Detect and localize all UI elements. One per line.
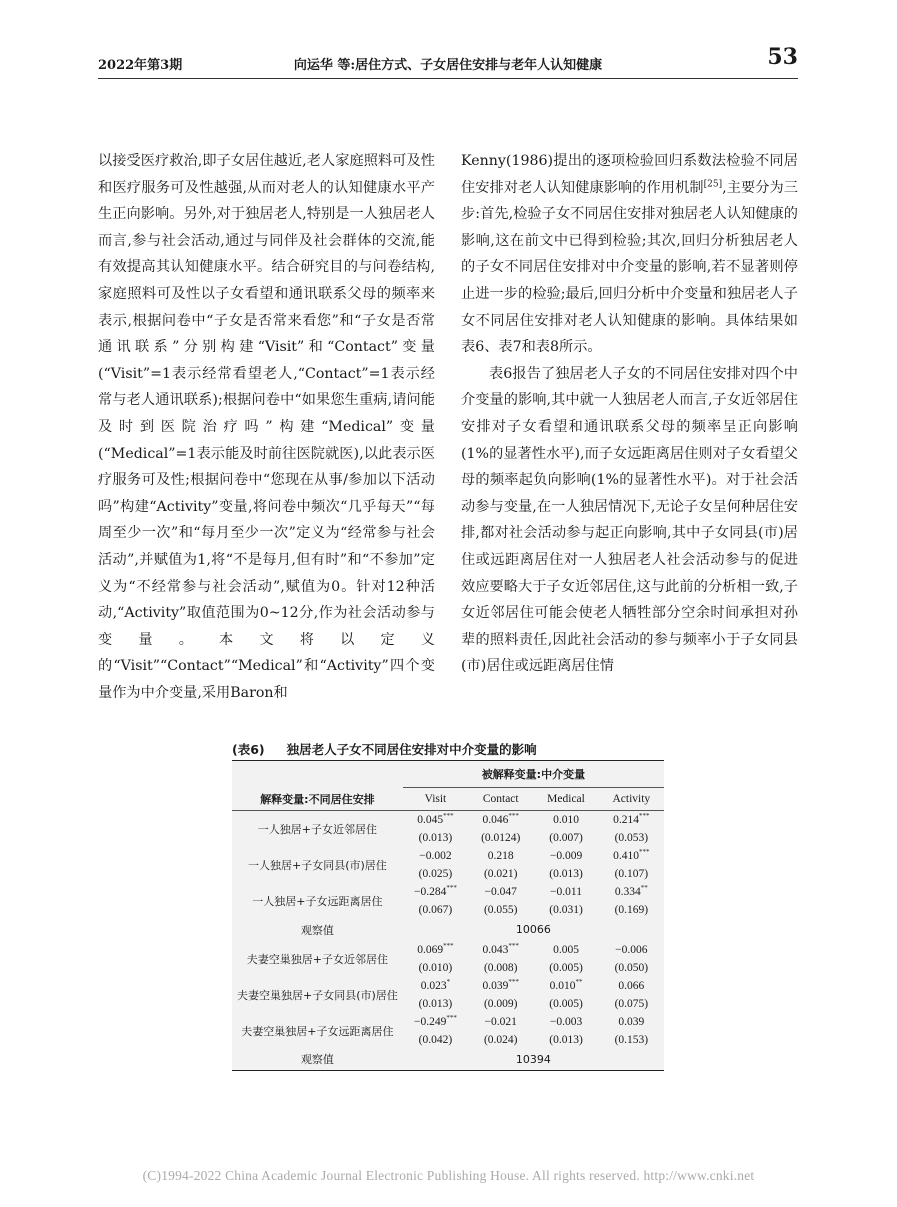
coefficient-number: 0.046	[482, 813, 509, 826]
significance-stars: ***	[446, 883, 457, 892]
standard-error: (0.050)	[614, 961, 649, 974]
coefficient-number: −0.002	[419, 849, 452, 862]
coefficient-value	[468, 847, 533, 865]
coefficient-number: 0.010	[553, 813, 579, 826]
coefficient-cell	[403, 883, 468, 919]
coefficient-number: −0.011	[550, 885, 582, 898]
coefficient-number: −0.009	[549, 849, 583, 862]
coefficient-number: −0.021	[484, 1015, 517, 1028]
page-number: 53	[767, 44, 798, 70]
observations-row	[232, 919, 664, 941]
coefficient-value	[533, 847, 598, 865]
column-header: Activity	[612, 792, 651, 805]
coefficient-cell	[599, 1013, 664, 1049]
standard-error: (0.169)	[614, 903, 649, 916]
coefficient-number: −0.284	[413, 885, 447, 898]
significance-stars: ***	[446, 1013, 457, 1022]
coefficient-cell	[599, 810, 664, 847]
citation-mark: [25]	[703, 178, 723, 189]
coefficient-cell	[468, 977, 533, 1013]
standard-error: (0.0124)	[481, 831, 521, 844]
row-label: 一人独居+子女同县(市)居住	[247, 858, 387, 872]
coefficient-cell	[468, 941, 533, 977]
table-row	[232, 810, 664, 847]
standard-error: (0.009)	[483, 997, 518, 1010]
coefficient-number: 0.214	[613, 813, 640, 826]
observations-value: 10066	[515, 923, 551, 936]
coefficient-value	[468, 977, 533, 995]
coefficient-value	[403, 811, 468, 829]
observations-label: 观察值	[300, 1053, 334, 1067]
coefficient-number: 0.005	[553, 943, 579, 956]
significance-stars: **	[575, 977, 583, 986]
column-header: Contact	[482, 792, 519, 805]
standard-error: (0.013)	[418, 831, 453, 844]
standard-error: (0.053)	[614, 831, 649, 844]
row-label: 夫妻空巢独居+子女同县(市)居住	[236, 988, 398, 1002]
significance-stars: *	[446, 977, 451, 986]
paragraph	[461, 148, 798, 361]
coefficient-value	[403, 883, 468, 901]
regression-table	[232, 760, 664, 1071]
paragraph-text: Kenny(1986)提出的逐项检验回归系数法检验不同居住安排对老人认知健康影响的作用机制	[461, 153, 798, 196]
left-column	[98, 148, 435, 706]
coefficient-value	[468, 883, 533, 901]
coefficient-cell	[468, 810, 533, 847]
empty-cell	[232, 761, 403, 788]
table-row	[232, 847, 664, 883]
standard-error: (0.005)	[549, 997, 583, 1010]
standard-error: (0.013)	[418, 997, 453, 1010]
coefficient-value	[599, 941, 664, 959]
coefficient-cell	[403, 1013, 468, 1049]
coefficient-cell	[403, 941, 468, 977]
coefficient-cell	[599, 977, 664, 1013]
standard-error: (0.107)	[614, 867, 649, 880]
coefficient-number: 0.334	[614, 885, 641, 898]
paragraph: 表6报告了独居老人子女的不同居住安排对四个中介变量的影响,其中就一人独居老人而言,子女近邻居住安排对子女看望和通讯联系父母的频率呈正向影响(1%的显著性水平),而子女远距离居住则对子女看望父母的频率起负向影响(1%的显著性水平)。对于社会活动参与变量,在一人独居情况下,无论子女呈何种居住安排,都对社会活动参与起正向影响,其中子女同县(市)居住或远距离居住对一人独居老人社会活动参与的促进效应要略大于子女近邻居住,这与此前的分析相一致,子女近邻居住可能会使老人牺牲部分空余时间承担对孙辈的照料责任,因此社会活动的参与频率小于子女同县(市)居住或远距离居住情	[461, 365, 798, 675]
coefficient-value	[533, 811, 598, 829]
significance-stars: ***	[508, 977, 519, 986]
coefficient-cell	[533, 1013, 598, 1049]
coefficient-value	[468, 811, 533, 829]
standard-error: (0.008)	[483, 961, 518, 974]
article-running-title: 向运华 等:居住方式、子女居住安排与老年人认知健康	[293, 58, 603, 73]
coefficient-cell	[533, 977, 598, 1013]
table-row	[232, 977, 664, 1013]
table	[232, 760, 664, 1071]
coefficient-cell	[468, 1013, 533, 1049]
paragraph: 以接受医疗救治,即子女居住越近,老人家庭照料可及性和医疗服务可及性越强,从而对老人的认知健康水平产生正向影响。另外,对于独居老人,特别是一人独居老人而言,参与社会活动,通过与同伴及社会群体的交流,能有效提高其认知健康水平。结合研究目的与问卷结构,家庭照料可及性以子女看望和通讯联系父母的频率来表示,根据问卷中“子女是否常来看您”和“子女是否常通讯联系”分别构建“Visit”和“Contact”变量(“Visit”=1表示经常看望老人,“Contact”=1表示经常与老人通讯联系);根据问卷中“如果您生重病,请问能及时到医院治疗吗”构建“Medical”变量(“Medical”=1表示能及时前往医院就医),以此表示医疗服务可及性;根据问卷中“您现在从事/参加以下活动吗”构建“Activity”变量,将问卷中频次“几乎每天”“每周至少一次”和“每月至少一次”定义为“经常参与社会活动”,并赋值为1,将“不是每月,但有时”和“不参加”定义为“不经常参与社会活动”,赋值为0。针对12种活动,“Activity”取值范围为0~12分,作为社会活动参与变量。本文将以定义的“Visit”“Contact”“Medical”和“Activity”四个变量作为中介变量,采用Baron和	[98, 153, 435, 701]
coefficient-number: 0.045	[417, 813, 444, 826]
standard-error: (0.031)	[549, 903, 583, 916]
coefficient-cell	[468, 847, 533, 883]
standard-error: (0.021)	[483, 867, 518, 880]
observations-value: 10394	[515, 1052, 551, 1066]
table-row	[232, 941, 664, 977]
explanatory-variable-header: 解释变量:不同居住安排	[260, 792, 375, 806]
coefficient-value	[403, 847, 468, 865]
coefficient-cell	[468, 883, 533, 919]
standard-error: (0.007)	[549, 831, 583, 844]
coefficient-number: 0.039	[618, 1015, 645, 1028]
coefficient-number: −0.047	[484, 885, 517, 898]
coefficient-value	[533, 941, 598, 959]
significance-stars: ***	[508, 941, 519, 950]
coefficient-value	[533, 977, 598, 995]
coefficient-number: 0.218	[487, 849, 514, 862]
coefficient-value	[403, 977, 468, 995]
table-title: 独居老人子女不同居住安排对中介变量的影响	[286, 742, 537, 757]
coefficient-cell	[533, 883, 598, 919]
standard-error: (0.024)	[483, 1033, 518, 1046]
significance-stars: ***	[508, 811, 519, 820]
standard-error: (0.013)	[549, 1033, 583, 1046]
paragraph-text: ,主要分为三步:首先,检验子女不同居住安排对独居老人认知健康的影响,这在前文中已得到检验;其次,回归分析独居老人的子女不同居住安排对中介变量的影响,若不显著则停止进一步的检验;最后,回归分析中介变量和独居老人子女不同居住安排对老人认知健康的影响。具体结果如表6、表7和表8所示。	[461, 179, 798, 356]
significance-stars: ***	[639, 811, 650, 820]
coefficient-value	[599, 977, 664, 995]
coefficient-number: 0.069	[417, 943, 444, 956]
observations-label: 观察值	[300, 923, 334, 937]
coefficient-cell	[403, 847, 468, 883]
column-header: Visit	[424, 792, 447, 805]
standard-error: (0.025)	[418, 867, 453, 880]
coefficient-number: −0.006	[615, 943, 648, 956]
standard-error: (0.010)	[418, 961, 453, 974]
standard-error: (0.055)	[483, 903, 518, 916]
copyright-footer: (C)1994-2022 China Academic Journal Electronic Publishing House. All rights reserved. http://www.cnki.net	[142, 1168, 755, 1183]
coefficient-value	[599, 883, 664, 901]
row-label: 一人独居+子女远距离居住	[252, 894, 383, 908]
significance-stars: ***	[443, 941, 454, 950]
row-label: 夫妻空巢独居+子女远距离居住	[241, 1024, 394, 1038]
coefficient-cell	[599, 941, 664, 977]
coefficient-number: −0.003	[549, 1015, 583, 1028]
coefficient-value	[468, 941, 533, 959]
coefficient-number: 0.410	[613, 849, 640, 862]
significance-stars: **	[640, 883, 648, 892]
table-row	[232, 883, 664, 919]
coefficient-number: 0.023	[420, 979, 447, 992]
coefficient-value	[599, 847, 664, 865]
right-column	[461, 148, 798, 680]
issue-label: 2022年第3期	[98, 58, 183, 73]
coefficient-cell	[533, 941, 598, 977]
coefficient-number: 0.066	[618, 979, 645, 992]
coefficient-number: 0.043	[482, 943, 509, 956]
column-header: Medical	[547, 792, 585, 805]
coefficient-cell	[599, 883, 664, 919]
coefficient-value	[599, 1013, 664, 1031]
row-label: 一人独居+子女近邻居住	[257, 822, 377, 836]
running-header	[98, 44, 798, 79]
standard-error: (0.153)	[614, 1033, 649, 1046]
significance-stars: ***	[443, 811, 454, 820]
row-label: 夫妻空巢独居+子女近邻居住	[246, 952, 388, 966]
coefficient-number: 0.010	[549, 979, 576, 992]
coefficient-number: 0.039	[482, 979, 509, 992]
standard-error: (0.067)	[418, 903, 453, 916]
table-caption	[232, 740, 664, 758]
table-label: (表6)	[232, 742, 265, 757]
coefficient-value	[403, 1013, 468, 1031]
coefficient-value	[533, 1013, 598, 1031]
coefficient-cell	[403, 810, 468, 847]
coefficient-value	[403, 941, 468, 959]
coefficient-cell	[599, 847, 664, 883]
coefficient-cell	[403, 977, 468, 1013]
coefficient-number: −0.249	[413, 1015, 447, 1028]
standard-error: (0.005)	[549, 961, 583, 974]
dependent-variable-header: 被解释变量:中介变量	[403, 761, 664, 788]
observations-row	[232, 1049, 664, 1071]
coefficient-value	[599, 811, 664, 829]
coefficient-cell	[533, 810, 598, 847]
coefficient-cell	[533, 847, 598, 883]
coefficient-value	[468, 1013, 533, 1031]
standard-error: (0.013)	[549, 867, 583, 880]
significance-stars: ***	[639, 847, 650, 856]
coefficient-value	[533, 883, 598, 901]
table-row	[232, 1013, 664, 1049]
standard-error: (0.075)	[614, 997, 649, 1010]
standard-error: (0.042)	[418, 1033, 453, 1046]
